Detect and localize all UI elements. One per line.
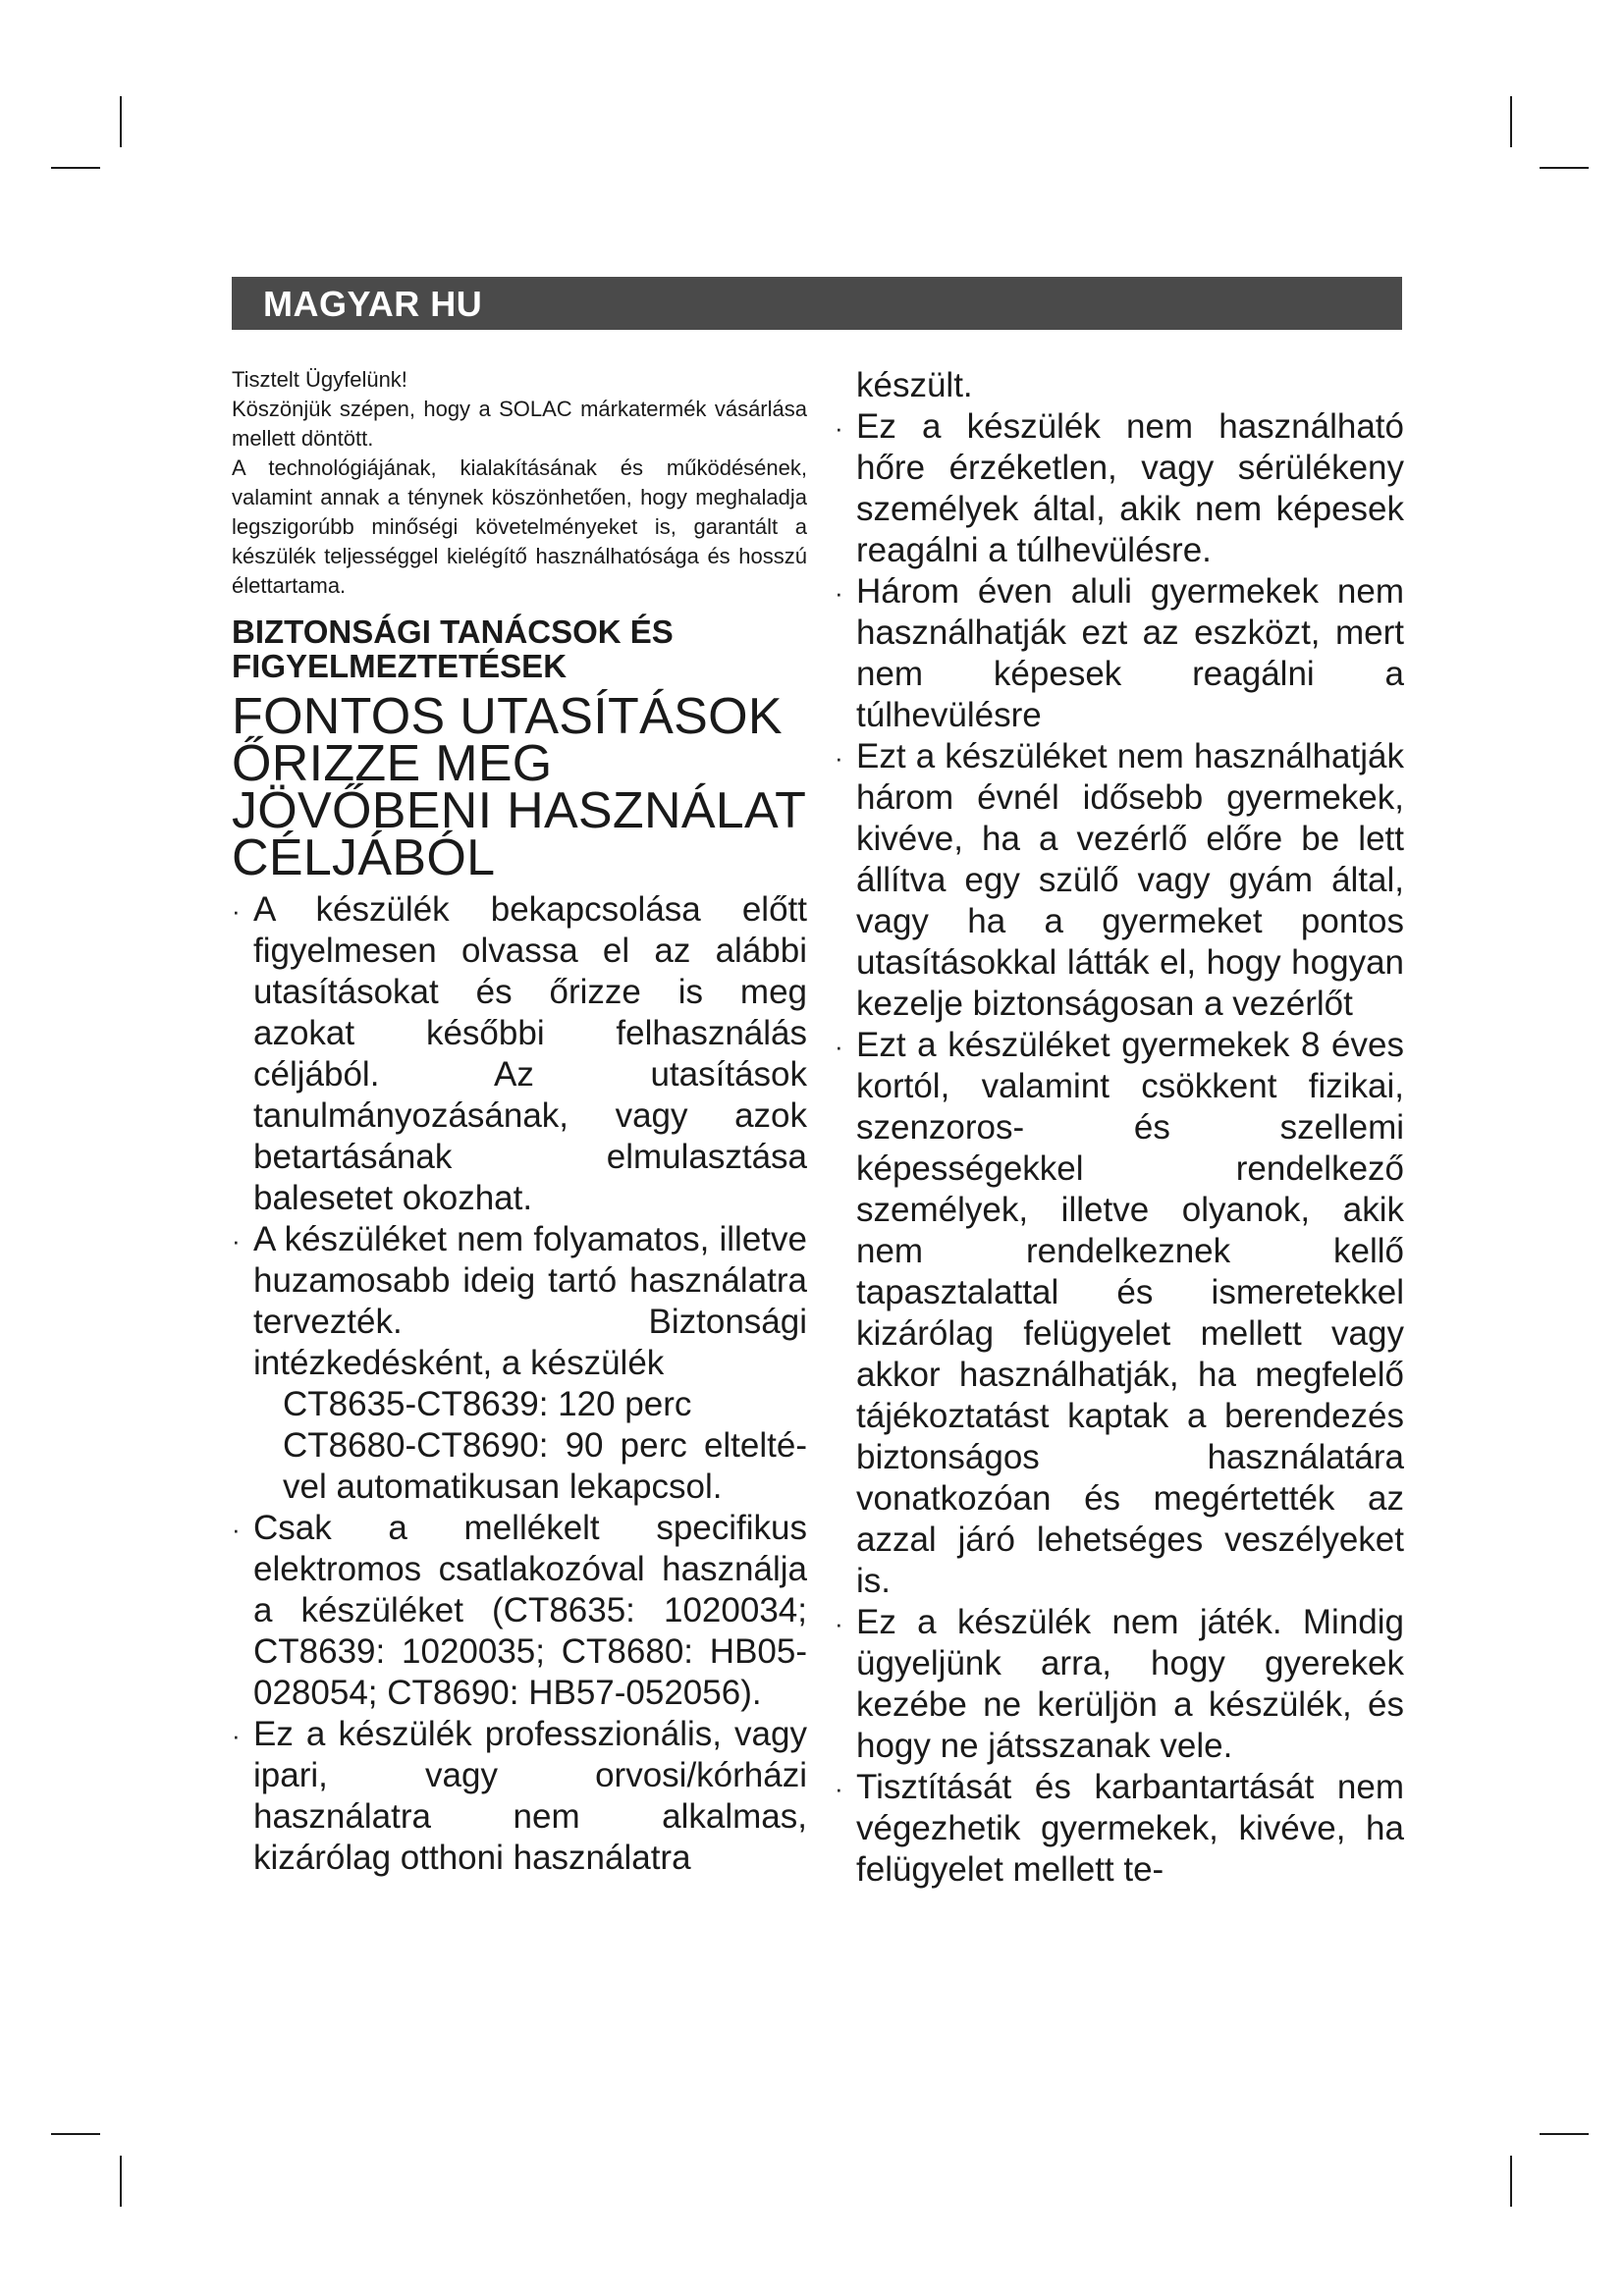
list-item-continuation — [835, 365, 1404, 406]
bullet-text: Ez a készülék professzionális, vagy ipari, vagy orvosi/kórházi használatra nem alkalmas, kizárólag otthoni használatra — [253, 1715, 807, 1877]
model-timer-line-2: CT8680-CT8690: 90 perc elteltével automatikusan lekapcsol. — [283, 1426, 807, 1506]
bullet-marker: · — [232, 1226, 241, 1255]
bullet-marker: · — [835, 578, 843, 608]
important-instructions-title: FONTOS UTASÍTÁSOK ŐRIZZE MEG JÖVŐBENI HASZNÁLAT CÉLJÁBÓL — [232, 688, 806, 886]
crop-mark-top-left-horizontal — [51, 167, 100, 169]
list-item — [232, 1508, 807, 1714]
list-item — [835, 571, 1404, 736]
bullet-text: A készüléket nem folyamatos, illetve huzamosabb ideig tartó használatra tervezték. Biztonsági intézkedésként, a készülék — [253, 1220, 807, 1382]
list-item — [835, 406, 1404, 571]
bullet-marker: · — [835, 1032, 843, 1061]
list-item — [232, 1714, 807, 1879]
bullet-text: A készülék bekapcsolása előtt figyelmesen olvassa el az alábbi utasításokat és őrizze is meg azokat későbbi felhasználás céljából. Az utasítások tanulmányozásának, vagy azok betartásának elmulasztása balesetet okozhat. — [253, 890, 807, 1217]
crop-mark-bottom-right-horizontal — [1540, 2133, 1589, 2135]
bullet-marker: · — [835, 413, 843, 443]
crop-mark-top-right-vertical — [1510, 96, 1512, 147]
crop-mark-bottom-left-vertical — [120, 2156, 122, 2207]
continuation-text: készült. — [856, 366, 973, 404]
list-item — [835, 1025, 1404, 1602]
crop-mark-top-right-horizontal — [1540, 167, 1589, 169]
bullet-text: Tisztítását és karbantartását nem végezhetik gyermekek, kivéve, ha felügyelet mellett te- — [856, 1768, 1404, 1889]
bullet-marker: · — [835, 743, 843, 773]
intro-paragraph-1: Köszönjük szépen, hogy a SOLAC márkatermék vásárlása mellett döntött. — [232, 397, 807, 451]
bullet-marker: · — [232, 1721, 241, 1750]
list-item — [835, 736, 1404, 1025]
crop-mark-bottom-left-horizontal — [51, 2133, 100, 2135]
bullet-marker: · — [835, 1774, 843, 1803]
bullet-text: Ezt a készüléket gyermekek 8 éves kortól, valamint csökkent fizikai, szenzoros- és szellemi képességekkel rendelkező személyek, illetve olyanok, akik nem rendelkeznek kellő tapasztalattal és ismeretekkel kizárólag felügyelet mellett vagy akkor használhatják, ha megfelelő tájékoztatást kaptak a berendezés biztonságos használatára vonatkozóan és megértették az azzal járó lehetséges veszélyeket is. — [856, 1026, 1404, 1600]
bullet-text: Ez a készülék nem játék. Mindig ügyeljünk arra, hogy gyerekek kezébe ne kerüljön a készülék, és hogy ne játsszanak vele. — [856, 1603, 1404, 1765]
language-header-title: MAGYAR HU — [263, 284, 483, 324]
list-item — [232, 1219, 807, 1508]
crop-mark-bottom-right-vertical — [1510, 2156, 1512, 2207]
list-item — [232, 889, 807, 1219]
right-column — [835, 365, 1404, 1891]
left-bullet-list — [232, 889, 807, 1879]
crop-mark-top-left-vertical — [120, 96, 122, 147]
model-timer-line-1: CT8635-CT8639: 120 perc — [283, 1385, 692, 1423]
intro-block — [232, 365, 807, 601]
safety-section-heading: BIZTONSÁGI TANÁCSOK ÉS FIGYELMEZTETÉSEK — [232, 614, 674, 684]
bullet-text: Ezt a készüléket nem használhatják három évnél idősebb gyermekek, kivéve, ha a vezérlő előre be lett állítva egy szülő vagy gyám által, vagy ha a gyermeket pontos utasításokkal látták el, hogy hogyan kezelje biztonságosan a vezérlőt — [856, 737, 1404, 1023]
list-item — [835, 1602, 1404, 1767]
right-bullet-list — [835, 365, 1404, 1891]
bullet-marker: · — [232, 896, 241, 926]
intro-paragraph-2: A technológiájának, kialakításának és működésének, valamint annak a ténynek köszönhetően, hogy meghaladja legszigorúbb minőségi követelményeket is, garantált a készülék teljességgel kielégítő használhatósága és hosszú élettartama. — [232, 455, 807, 598]
bullet-text: Három éven aluli gyermekek nem használhatják ezt az eszközt, mert nem képesek reagálni a túlhevülésre — [856, 572, 1404, 734]
bullet-text: Csak a mellékelt specifikus elektromos csatlakozóval használja a készüléket (CT8635: 1020034; CT8639: 1020035; CT8680: HB05-028054; CT8690: HB57-052056). — [253, 1509, 807, 1712]
bullet-marker: · — [232, 1515, 241, 1544]
bullet-text: Ez a készülék nem használható hőre érzéketlen, vagy sérülékeny személyek által, akik nem képesek reagálni a túlhevülésre. — [856, 407, 1404, 569]
list-item — [835, 1767, 1404, 1891]
left-column — [232, 365, 807, 1879]
language-header-bar — [232, 277, 1402, 330]
intro-greeting: Tisztelt Ügyfelünk! — [232, 367, 407, 392]
bullet-marker: · — [835, 1609, 843, 1638]
